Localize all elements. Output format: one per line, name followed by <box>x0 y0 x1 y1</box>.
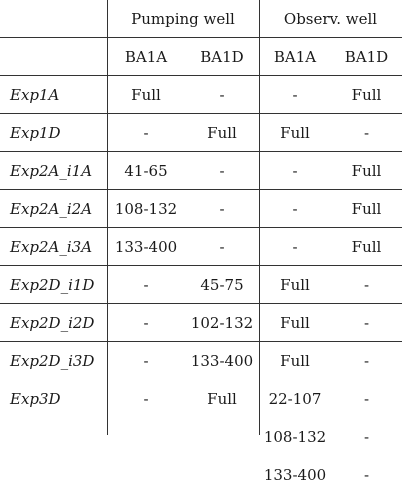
table-cell: - <box>363 390 370 408</box>
table-cell: - <box>292 162 298 180</box>
header-pumping-well: Pumping well <box>131 10 235 28</box>
row-label: Exp3D <box>10 390 61 408</box>
table-cell: 108-132 <box>263 428 327 446</box>
table-cell: 133-400 <box>190 352 254 370</box>
table-cell: Full <box>131 86 161 104</box>
row-label: Exp1D <box>10 124 61 142</box>
table-cell: - <box>363 276 370 294</box>
row-label: Exp2A_i2A <box>10 200 93 218</box>
table-cell: 133-400 <box>114 238 178 256</box>
table-cell: - <box>143 276 149 294</box>
table-cell: - <box>219 238 225 256</box>
table-cell: - <box>363 466 370 484</box>
table-cell: - <box>219 200 225 218</box>
table-cell: - <box>219 162 225 180</box>
subheader-obs-ba1a: BA1A <box>273 48 317 66</box>
table-cell: - <box>363 314 370 332</box>
subheader-obs-ba1d: BA1D <box>344 48 389 66</box>
table-cell: - <box>219 86 225 104</box>
table-cell: - <box>292 200 298 218</box>
table-cell: 45-75 <box>200 276 244 294</box>
table-cell: - <box>363 352 370 370</box>
row-label: Exp2D_i2D <box>10 314 95 332</box>
table-cell: - <box>292 86 298 104</box>
row-label: Exp2A_i3A <box>10 238 93 256</box>
row-label: Exp2D_i3D <box>10 352 95 370</box>
row-label: Exp2A_i1A <box>10 162 93 180</box>
table-cell: Full <box>351 238 382 256</box>
table-cell: Full <box>280 314 310 332</box>
table-cell: Full <box>207 124 237 142</box>
table-cell: - <box>143 314 149 332</box>
table-cell: Full <box>280 124 310 142</box>
table-cell: - <box>292 238 298 256</box>
table-cell: Full <box>351 162 382 180</box>
subheader-pump-ba1d: BA1D <box>200 48 244 66</box>
table-cell: 102-132 <box>190 314 254 332</box>
table-cell: 22-107 <box>268 390 322 408</box>
table-cell: 41-65 <box>124 162 168 180</box>
table-cell: Full <box>207 390 237 408</box>
table-cell: - <box>143 390 149 408</box>
table-cell: Full <box>280 352 310 370</box>
table-cell: - <box>363 428 370 446</box>
table-cell: 133-400 <box>263 466 327 484</box>
table-cell: - <box>363 124 370 142</box>
table-cell: Full <box>351 200 382 218</box>
table-cell: Full <box>351 86 382 104</box>
header-observ-well: Observ. well <box>283 10 378 28</box>
row-label: Exp2D_i1D <box>10 276 95 294</box>
subheader-pump-ba1a: BA1A <box>124 48 168 66</box>
table-cell: - <box>143 352 149 370</box>
table-cell: 108-132 <box>114 200 178 218</box>
row-label: Exp1A <box>10 86 60 104</box>
table-cell: Full <box>280 276 310 294</box>
table-cell: - <box>143 124 149 142</box>
